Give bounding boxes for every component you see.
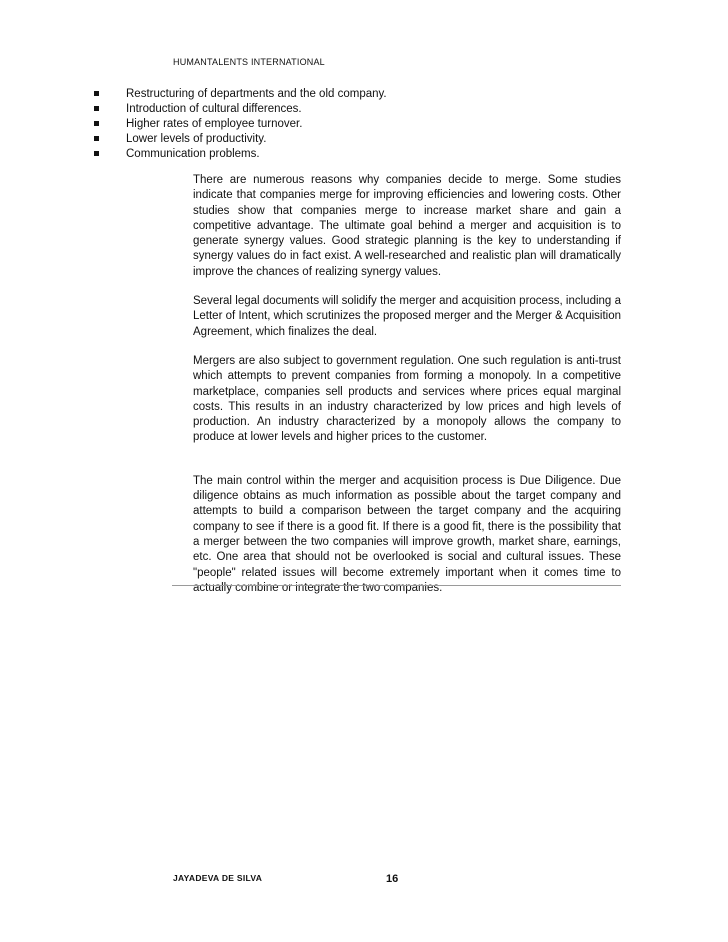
square-bullet-icon	[94, 91, 99, 96]
section-divider	[172, 585, 621, 586]
square-bullet-icon	[94, 121, 99, 126]
list-item-text: Lower levels of productivity.	[126, 133, 267, 145]
running-header: HUMANTALENTS INTERNATIONAL	[173, 57, 325, 67]
list-item	[93, 132, 387, 147]
list-item	[93, 117, 387, 132]
list-item-text: Higher rates of employee turnover.	[126, 118, 303, 130]
page-number: 16	[386, 873, 399, 885]
paragraph-due-diligence: The main control within the merger and acquisition process is Due Diligence. Due diligence obtains as much information as possible about the target company and attempts to build a comparison between the target company and the acquiring company to see if there is a good fit. If there is a good fit, there is the possibility that a merger between the two companies will improve growth, market share, earnings, etc. One area that should not be overlooked is social and cultural issues. These "people" related issues will become extremely important when it comes time to actually combine or integrate the two companies.	[193, 474, 621, 594]
square-bullet-icon	[94, 106, 99, 111]
list-item-text: Introduction of cultural differences.	[126, 103, 302, 115]
list-item	[93, 87, 387, 102]
footer-author: JAYADEVA DE SILVA	[173, 873, 263, 883]
list-item	[93, 102, 387, 117]
bullet-list	[93, 87, 387, 162]
list-item-text: Communication problems.	[126, 148, 260, 160]
paragraph-legal-documents: Several legal documents will solidify the merger and acquisition process, including a Letter of Intent, which scrutinizes the proposed merger and the Merger & Acquisition Agreement, which finalizes the deal.	[193, 295, 621, 338]
body-text	[193, 173, 621, 610]
paragraph-merger-reasons: There are numerous reasons why companies decide to merge. Some studies indicate that companies merge for improving efficiencies and lowering costs. Other studies show that companies merge to increase market share and gain a competitive advantage. The ultimate goal behind a merger and acquisition is to generate synergy values. Good strategic planning is the key to understanding if synergy values do in fact exist. A well-researched and realistic plan will dramatically improve the chances of realizing synergy values.	[193, 174, 621, 278]
list-item	[93, 147, 387, 162]
list-item-text: Restructuring of departments and the old company.	[126, 88, 387, 100]
paragraph-government-regulation: Mergers are also subject to government regulation. One such regulation is anti-trust which attempts to prevent companies from forming a monopoly. In a competitive marketplace, companies sell products and services where prices equal marginal costs. This results in an industry characterized by low prices and high levels of production. An industry characterized by a monopoly allows the company to produce at lower levels and higher prices to the customer.	[193, 354, 621, 444]
square-bullet-icon	[94, 151, 99, 156]
square-bullet-icon	[94, 136, 99, 141]
